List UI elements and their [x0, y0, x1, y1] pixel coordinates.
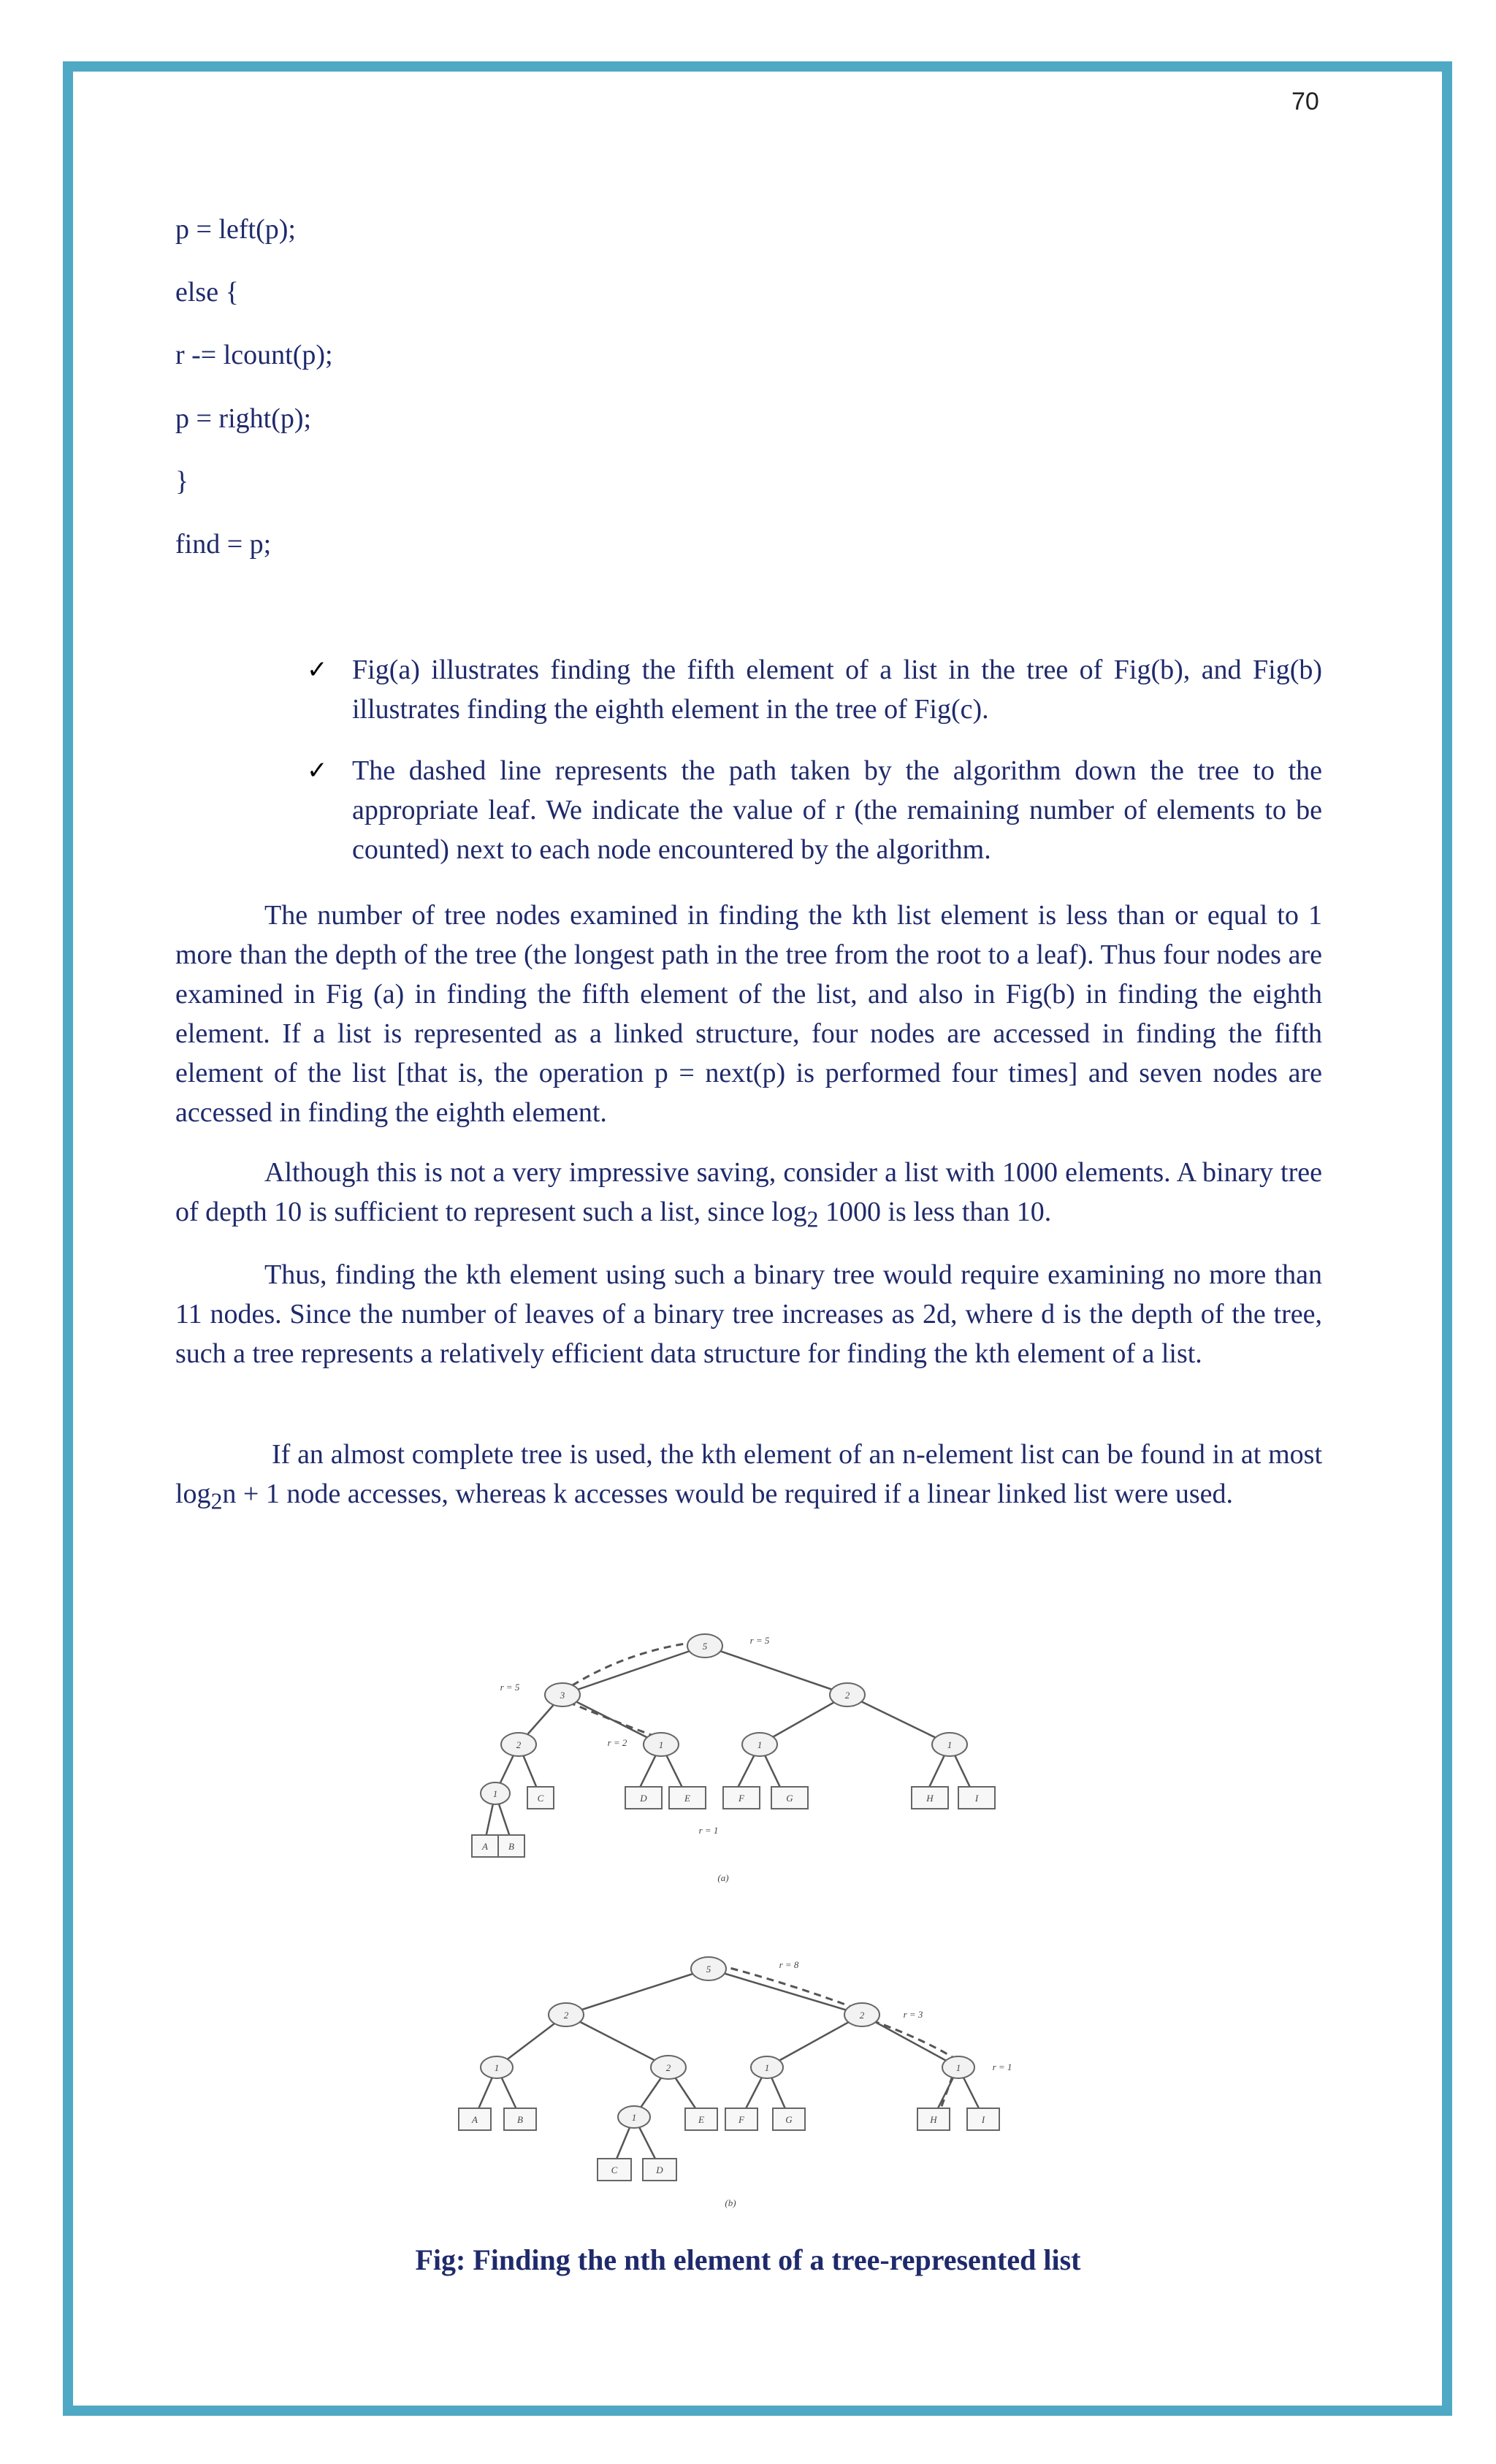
tree-node-label: 1: [658, 1739, 664, 1750]
code-line: else {: [175, 277, 239, 308]
tree-leaf-label: B: [508, 1841, 514, 1852]
paragraph-text: If an almost complete tree is used, the kth element of an n-element list can be found in at most log: [175, 1439, 1322, 1509]
tree-node-label: 5: [706, 1964, 711, 1975]
code-line: }: [175, 466, 189, 497]
tree-leaf-label: A: [472, 2114, 478, 2125]
tree-node-label: 1: [764, 2062, 770, 2073]
tree-node-label: 2: [665, 2062, 671, 2073]
figure-caption: Fig: Finding the nth element of a tree-represented list: [415, 2243, 1081, 2276]
tree-node-label: 1: [955, 2062, 961, 2073]
tree-node-label: 5: [702, 1641, 708, 1652]
tree-node-label: 1: [492, 1788, 498, 1799]
tree-leaf-label: I: [981, 2114, 985, 2125]
tree-node-label: 2: [859, 2010, 865, 2021]
checkmark-icon: ✓: [307, 756, 328, 785]
paragraph-text: Although this is not a very impressive saving, consider a list with 1000 elements. A binary tree of depth 10 is sufficient to represent such a list, since log: [175, 1157, 1322, 1227]
paragraph: The number of tree nodes examined in finding the kth list element is less than or equal to 1 more than the depth of the tree (the longest path in the tree from the root to a leaf). Thus four nodes are examined in Fig (a) in finding the fifth element of the list, and also in Fig(b) in finding the eighth element. If a list is represented as a linked structure, four nodes are accessed in finding the fifth element of the list [that is, the operation p = next(p) is performed four times] and seven nodes are accessed in finding the eighth element.: [175, 900, 1322, 1128]
tree-leaf-label: E: [698, 2114, 704, 2125]
tree-leaf-label: G: [786, 1793, 793, 1804]
bullet-item: [307, 650, 1322, 729]
bullet-text: Fig(a) illustrates finding the fifth element of a list in the tree of Fig(b), and Fig(b) illustrates finding the eighth element in the tree of Fig(c).: [352, 655, 1322, 725]
r-label: r = 1: [698, 1825, 719, 1836]
tree-node-label: 3: [560, 1690, 565, 1701]
tree-leaf-label: G: [785, 2114, 793, 2125]
subscript: 2: [210, 1488, 223, 1514]
tree-leaf-label: D: [656, 2164, 663, 2175]
tree-leaf-label: B: [517, 2114, 523, 2125]
page-number: 70: [1291, 88, 1319, 115]
paragraph: Thus, finding the kth element using such a binary tree would require examining no more than 11 nodes. Since the number of leaves of a binary tree increases as 2d, where d is the depth of the tree, such a tree represents a relatively efficient data structure for finding the kth element of a list.: [175, 1259, 1322, 1369]
code-line: p = right(p);: [175, 403, 312, 434]
r-label: r = 5: [500, 1682, 520, 1693]
code-line: p = left(p);: [175, 214, 296, 245]
tree-leaf-label: E: [684, 1793, 690, 1804]
code-line: r -= lcount(p);: [175, 340, 333, 370]
paragraph: [175, 1153, 1322, 1240]
tree-leaf-label: F: [739, 2114, 744, 2125]
checkmark-icon: ✓: [307, 655, 328, 684]
r-label: r = 5: [749, 1635, 770, 1646]
tree-node-label: 1: [757, 1739, 763, 1750]
figure-sublabel: (a): [717, 1872, 729, 1883]
tree-figure: [409, 1614, 1037, 2228]
r-label: r = 3: [903, 2009, 923, 2020]
bullet-item: [307, 751, 1322, 869]
subscript: 2: [806, 1206, 819, 1232]
tree-leaf-label: F: [739, 1793, 744, 1804]
tree-leaf-label: A: [482, 1841, 488, 1852]
tree-node-label: 1: [631, 2112, 637, 2123]
tree-leaf-label: C: [537, 1793, 544, 1804]
tree-node-label: 1: [947, 1739, 953, 1750]
tree-leaf-label: H: [926, 1793, 934, 1804]
tree-figure-svg: [409, 1614, 1037, 2228]
tree-leaf-label: D: [640, 1793, 647, 1804]
bullet-text: The dashed line represents the path taken by the algorithm down the tree to the appropriate leaf. We indicate the value of r (the remaining number of elements to be counted) next to each node encountered by the algorithm.: [352, 755, 1322, 865]
code-line: find = p;: [175, 529, 272, 560]
r-label: r = 2: [607, 1737, 627, 1748]
tree-node-label: 2: [844, 1690, 850, 1701]
tree-node-label: 1: [494, 2062, 500, 2073]
tree-node-label: 2: [516, 1739, 522, 1750]
r-label: r = 8: [779, 1959, 799, 1970]
tree-node-label: 2: [563, 2010, 569, 2021]
paragraph-text: 1000 is less than 10.: [818, 1197, 1052, 1227]
r-label: r = 1: [992, 2061, 1012, 2072]
figure-sublabel: (b): [725, 2197, 736, 2208]
paragraph-text: n + 1 node accesses, whereas k accesses would be required if a linear linked list were used.: [222, 1479, 1234, 1509]
tree-leaf-label: H: [930, 2114, 937, 2125]
paragraph: [175, 1435, 1322, 1522]
tree-leaf-label: C: [611, 2164, 618, 2175]
bullet-list: [307, 650, 1322, 891]
tree-leaf-label: I: [974, 1793, 979, 1804]
